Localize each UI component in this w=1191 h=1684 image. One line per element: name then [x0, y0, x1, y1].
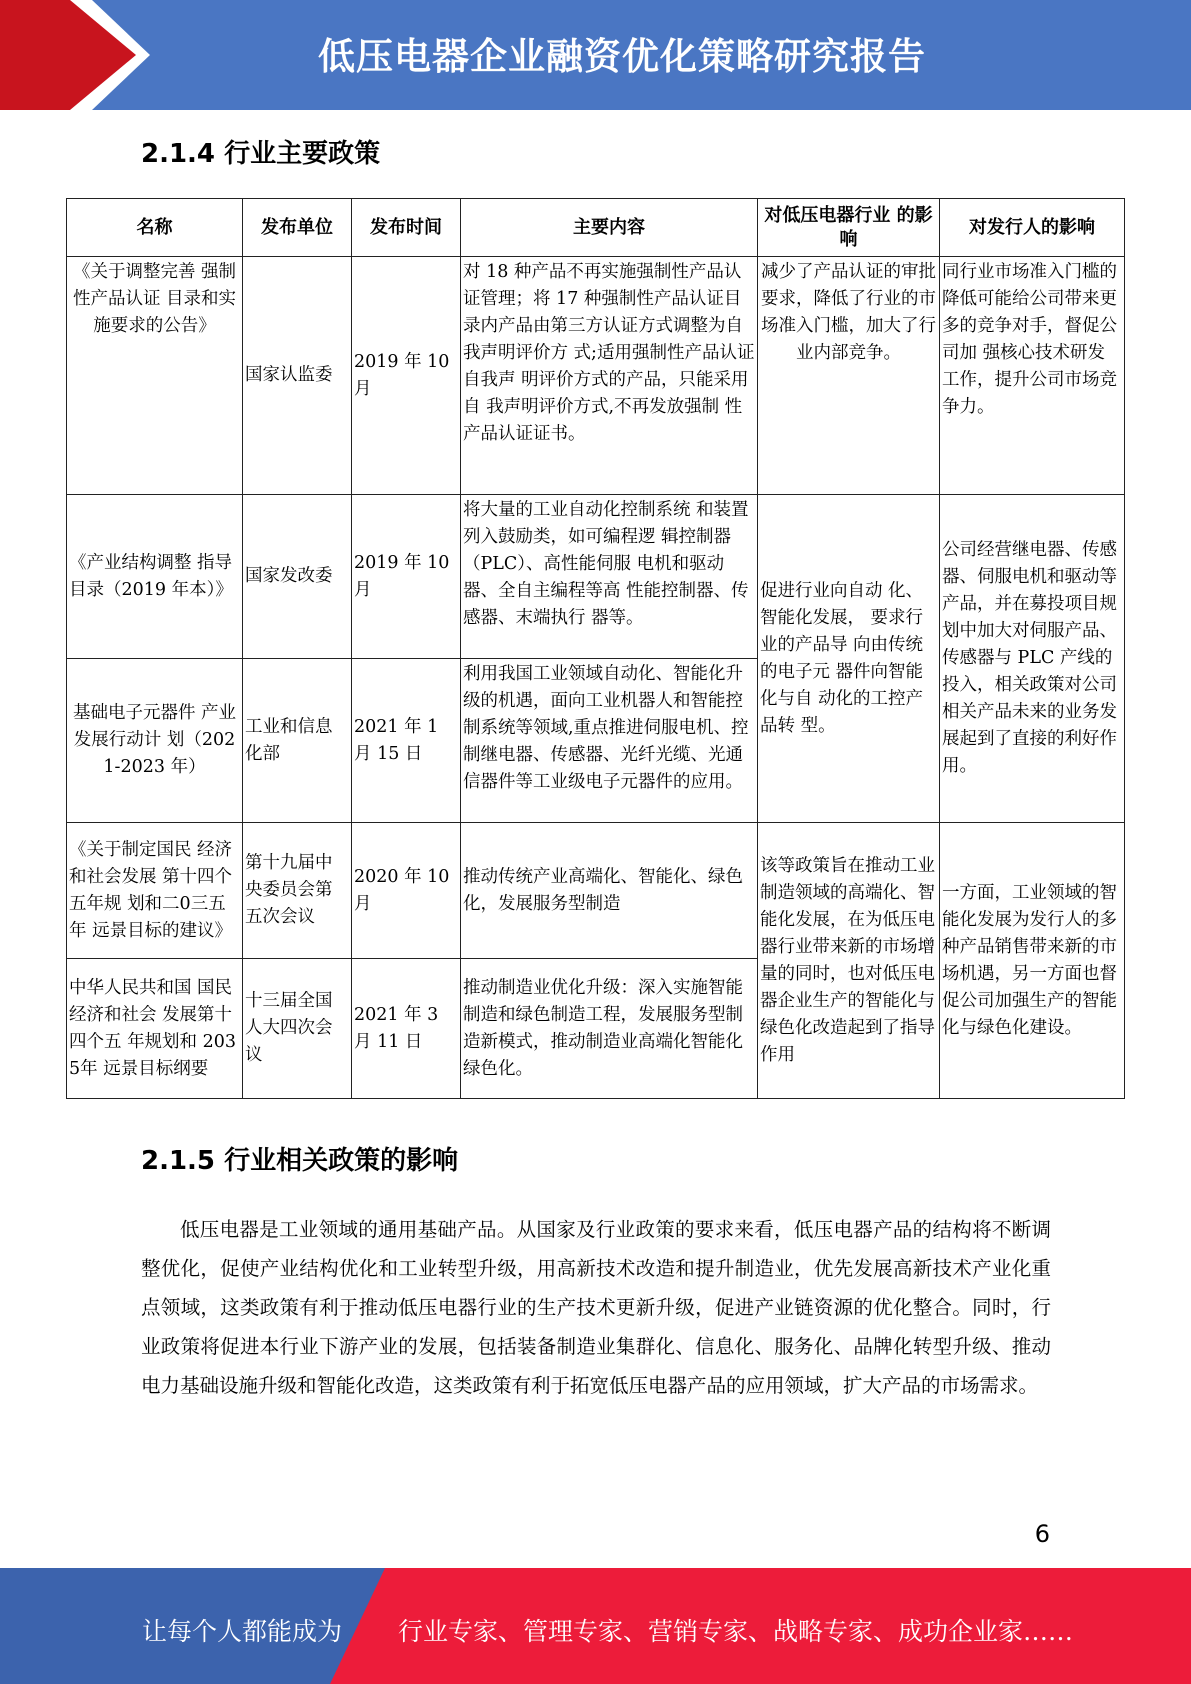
column-header-content: 主要内容: [461, 199, 758, 257]
column-header-industry-impact: 对低压电器行业 的影响: [758, 199, 940, 257]
page-number: 6: [1034, 1520, 1050, 1548]
policy-name: 基础电子元器件 产业发展行动计 划（2021-2023 年）: [67, 659, 243, 823]
industry-impact: 减少了产品认证的审批要求，降低了行业的市场准入门槛，加大了行业内部竞争。: [758, 257, 940, 495]
report-title: 低压电器企业融资优化策略研究报告: [318, 35, 926, 78]
issuer-impact: 公司经营继电器、传感器、伺服电机和驱动等产品，并在募投项目规划中加大对伺服产品、传感器与 PLC 产线的投入，相关政策对公司相关产品未来的业务发展起到了直接的利好作 用。: [940, 495, 1125, 823]
policy-content: 将大量的工业自动化控制系统 和装置列入鼓励类，如可编程逻 辑控制器（PLC）、高性能伺服 电机和驱动器、全自主编程等高 性能控制器、传感器、末端执行 器等。: [461, 495, 758, 659]
column-header-issuer-impact: 对发行人的影响: [940, 199, 1125, 257]
policy-name: 《关于调整完善 强制性产品认证 目录和实施要求的公告》: [67, 257, 243, 495]
policy-table: [66, 198, 1125, 1099]
policy-content: 推动制造业优化升级：深入实施智能制造和绿色制造工程，发展服务型制造新模式，推动制造业高端化智能化绿色化。: [461, 959, 758, 1099]
header-banner: [0, 0, 1191, 110]
footer-slogan-right: 行业专家、管理专家、营销专家、战略专家、成功企业家……: [398, 1617, 1074, 1646]
column-header-name: 名称: [67, 199, 243, 257]
industry-impact: 该等政策旨在推动工业制造领域的高端化、智能化发展，在为低压电器行业带来新的市场增量的同时，也对低压电器企业生产的智能化与绿色化改造起到了指导作用: [758, 823, 940, 1099]
policy-issuer: 十三届全国人大四次会议: [243, 959, 352, 1099]
policy-date: 2021 年 3 月 11 日: [352, 959, 461, 1099]
issuer-impact: 同行业市场准入门槛的降低可能给公司带来更多的竞争对手，督促公司加 强核心技术研发工作，提升公司市场竞争力。: [940, 257, 1125, 495]
policy-content: 推动传统产业高端化、智能化、绿色化，发展服务型制造: [461, 823, 758, 959]
policy-name: 中华人民共和国 国民经济和社会 发展第十四个五 年规划和 2035年 远景目标纲要: [67, 959, 243, 1099]
column-header-date: 发布时间: [352, 199, 461, 257]
policy-name: 《产业结构调整 指导目录（2019 年本）》: [67, 495, 243, 659]
section-heading-2-1-4: 2.1.4 行业主要政策: [141, 139, 381, 169]
policy-date: 2019 年 10 月: [352, 257, 461, 495]
policy-issuer: 国家发改委: [243, 495, 352, 659]
table-row: [67, 823, 1125, 959]
policy-issuer: 国家认监委: [243, 257, 352, 495]
policy-date: 2020 年 10 月: [352, 823, 461, 959]
table-row: [67, 257, 1125, 495]
table-header-row: [67, 199, 1125, 257]
policy-date: 2019 年 10 月: [352, 495, 461, 659]
column-header-issuer: 发布单位: [243, 199, 352, 257]
policy-content: 利用我国工业领域自动化、智能化升级的机遇，面向工业机器人和智能控制系统等领域,重点推进伺服电机、控制继电器、传感器、光纤光缆、光通信器件等工业级电子元器件的应用。: [461, 659, 758, 823]
policy-content: 对 18 种产品不再实施强制性产品认证管理；将 17 种强制性产品认证目录内产品由第三方认证方式调整为自我声明评价方 式;适用强制性产品认证自我声 明评价方式的产品，只能采用自 我声明评价方式,不再发放强制 性产品认证证书。: [461, 257, 758, 495]
section-heading-2-1-5: 2.1.5 行业相关政策的影响: [141, 1146, 459, 1176]
issuer-impact: 一方面，工业领域的智能化发展为发行人的多种产品销售带来新的市场机遇，另一方面也督促公司加强生产的智能化与绿色化建设。: [940, 823, 1125, 1099]
policy-name: 《关于制定国民 经济和社会发展 第十四个五年规 划和二0三五年 远景目标的建议》: [67, 823, 243, 959]
policy-issuer: 工业和信息化部: [243, 659, 352, 823]
header-arrow: [0, 0, 136, 110]
footer-slogan-left: 让每个人都能成为: [142, 1617, 343, 1646]
table-row: [67, 495, 1125, 659]
industry-impact: 促进行业向自动 化、智能化发展， 要求行业的产品导 向由传统的电子元 器件向智能化与自 动化的工控产品转 型。: [758, 495, 940, 823]
body-paragraph: 低压电器是工业领域的通用基础产品。从国家及行业政策的要求来看，低压电器产品的结构将不断调整优化，促使产业结构优化和工业转型升级，用高新技术改造和提升制造业，优先发展高新技术产业化重点领域，这类政策有利于推动低压电器行业的生产技术更新升级，促进产业链资源的优化整合。同时，行业政策将促进本行业下游产业的发展，包括装备制造业集群化、信息化、服务化、品牌化转型升级、推动电力基础设施升级和智能化改造，这类政策有利于拓宽低压电器产品的应用领域，扩大产品的市场需求。: [141, 1218, 1051, 1397]
policy-date: 2021 年 1 月 15 日: [352, 659, 461, 823]
policy-issuer: 第十九届中央委员会第五次会议: [243, 823, 352, 959]
